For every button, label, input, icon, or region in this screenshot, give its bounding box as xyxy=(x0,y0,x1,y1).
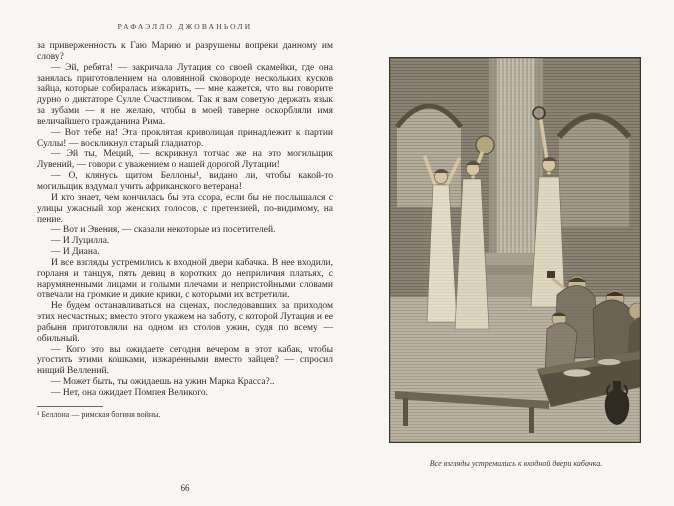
paragraph: за приверженность к Гаю Марию и разрушены вопреки данному им слову? xyxy=(37,41,333,62)
running-header: РАФАЭЛЛО ДЖОВАНЬОЛИ xyxy=(117,22,253,31)
right-page xyxy=(337,0,674,506)
paragraph: — Эй ты, Меций, — вскрикнул тотчас же на это могильщик Лувений, — говори с уважением о нашей дорогой Лутации! xyxy=(37,149,333,171)
tavern-illustration xyxy=(389,57,641,443)
paragraph: — И Луцилла. xyxy=(51,236,110,247)
illustration-caption: Все взгляды устремились к входной двери кабачка. xyxy=(429,459,603,468)
paragraph: Не будем останавливаться на сценах, последовавших за приходом этих несчастных; вместо этого укажем на заботу, с которой Лутация и ее рабыня приготовляли на одном из столов ужин, судя по всему — обильный. xyxy=(37,301,333,344)
paragraph: — Эй, ребята! — закричала Лутация со своей скамейки, где она занялась приготовлением на оловянной сковороде нескольких кусков зайца, которые собиралась изжарить, — мне кажется, что вы говорите дурно о диктаторе Сулле Счастливом. Так я вам советую держать язык за зубами — я не желаю, чтобы в моей таверне оскорбляли имя величайшего гражданина Рима. xyxy=(37,62,333,127)
paragraph: И все взгляды устремились к входной двери кабачка. В нее входили, горланя и танцуя, пять девиц в коротких до неприличия платьях, с нарумяненными лицами и голыми плечами и непристойными словами отвечали на громкие и дикие крики, с которыми их встретили. xyxy=(37,257,333,301)
paragraph: И кто знает, чем кончилась бы эта ссора, если бы не послышался с улицы ужасный хор женских голосов, с претензией, по-видимому, на пение. xyxy=(37,192,333,225)
paragraph: — Нет, она ожидает Помпея Великого. xyxy=(51,388,209,398)
paragraph: — Может быть, ты ожидаешь на ужин Марка Красса?.. xyxy=(51,377,275,388)
paragraph: — И Диана. xyxy=(51,247,100,258)
paragraph: — Кого это вы ожидаете сегодня вечером в этот кабак, чтобы угостить этими кошками, изжаренными вместо зайцев? — спросил нищий Веллений. xyxy=(37,344,333,377)
footnote-divider xyxy=(37,406,103,407)
illustration-block xyxy=(389,57,643,443)
body-text xyxy=(37,41,333,419)
paragraph: — Вот и Эвения, — сказали некоторые из посетителей. xyxy=(51,225,276,236)
paragraph: — Вот тебе на! Эта проклятая криволицая принадлежит к партии Суллы! — воскликнул старый гладиатор. xyxy=(37,127,333,149)
paragraph: — О, клянусь щитом Беллоны¹, видано ли, чтобы какой-то могильщик вздумал учить африканского ветерана! xyxy=(37,171,333,192)
footnote: ¹ Беллона — римская богиня войны. xyxy=(37,409,161,419)
page-number: 66 xyxy=(180,483,190,493)
